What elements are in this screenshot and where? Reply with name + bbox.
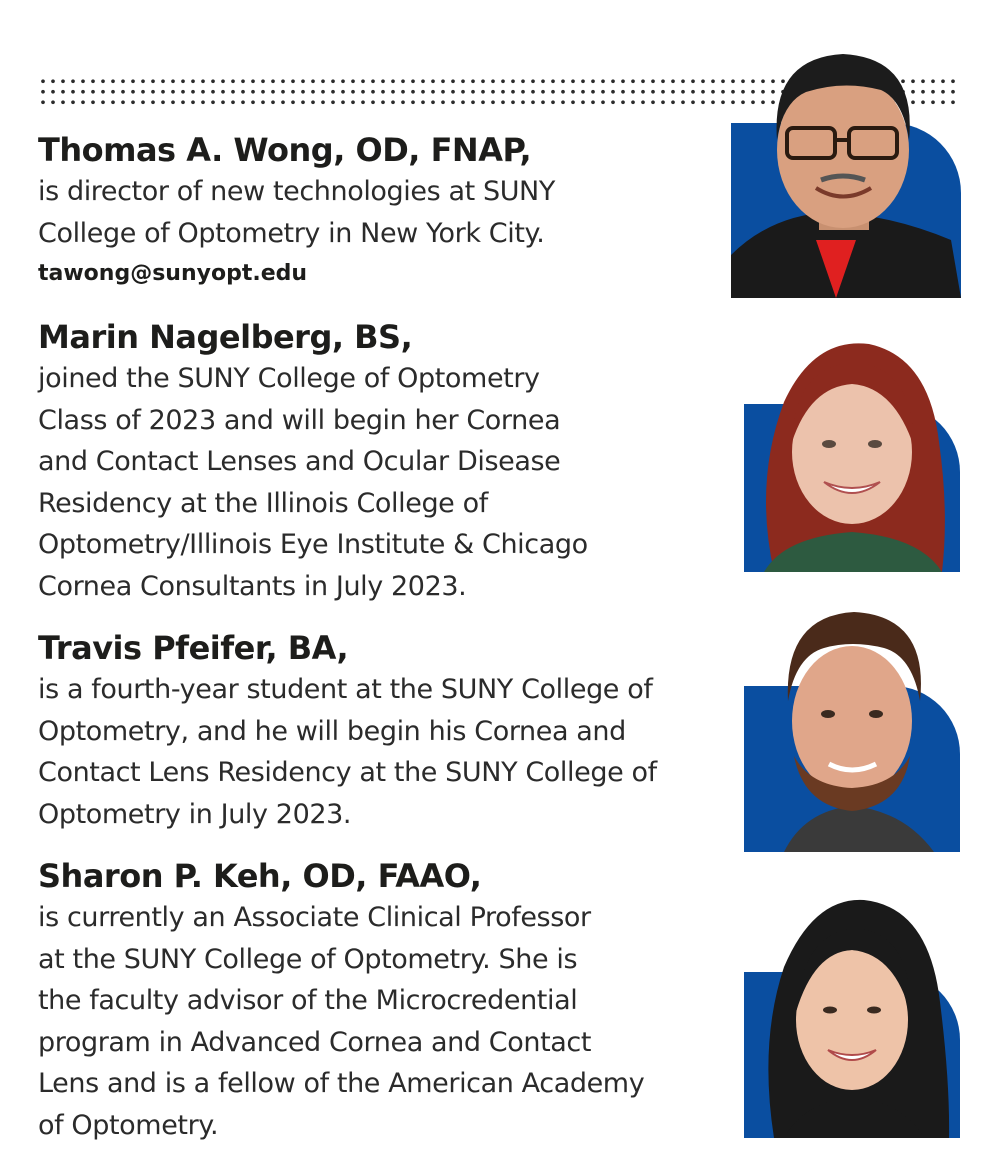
person-description: is currently an Associate Clinical Professor at the SUNY College of Optometry. She is the faculty advisor of the Microcredential program in Advanced Cornea and Contact Lens and is a fellow of the American Academy of Optometry. <box>38 902 645 1141</box>
person-name: Travis Pfeifer, BA, <box>38 629 349 667</box>
person-name: Marin Nagelberg, BS, <box>38 318 413 356</box>
person-description: is a fourth-year student at the SUNY College of Optometry, and he will begin his Cornea and Contact Lens Residency at the SUNY College of Optometry in July 2023. <box>38 674 657 830</box>
bio-sharon-keh <box>38 855 728 1146</box>
person-description: joined the SUNY College of Optometry Class of 2023 and will begin her Cornea and Contact Lenses and Ocular Disease Residency at the Illinois College of Optometry/Illinois Eye Institute & Chicago Cornea Consultants in July 2023. <box>38 363 588 602</box>
person-name: Thomas A. Wong, OD, FNAP, <box>38 131 532 169</box>
photo-sharon-keh <box>744 892 960 1138</box>
person-description: is director of new technologies at SUNY College of Optometry in New York City. <box>38 176 555 249</box>
photo-marin-nagelberg <box>744 332 960 572</box>
person-name: Sharon P. Keh, OD, FAAO, <box>38 857 482 895</box>
photo-thomas-wong <box>731 40 961 298</box>
person-email[interactable]: tawong@sunyopt.edu <box>38 261 308 286</box>
photo-travis-pfeifer <box>744 606 960 852</box>
bio-marin-nagelberg <box>38 316 728 607</box>
bio-travis-pfeifer <box>38 627 728 835</box>
bio-thomas-wong <box>38 129 728 294</box>
